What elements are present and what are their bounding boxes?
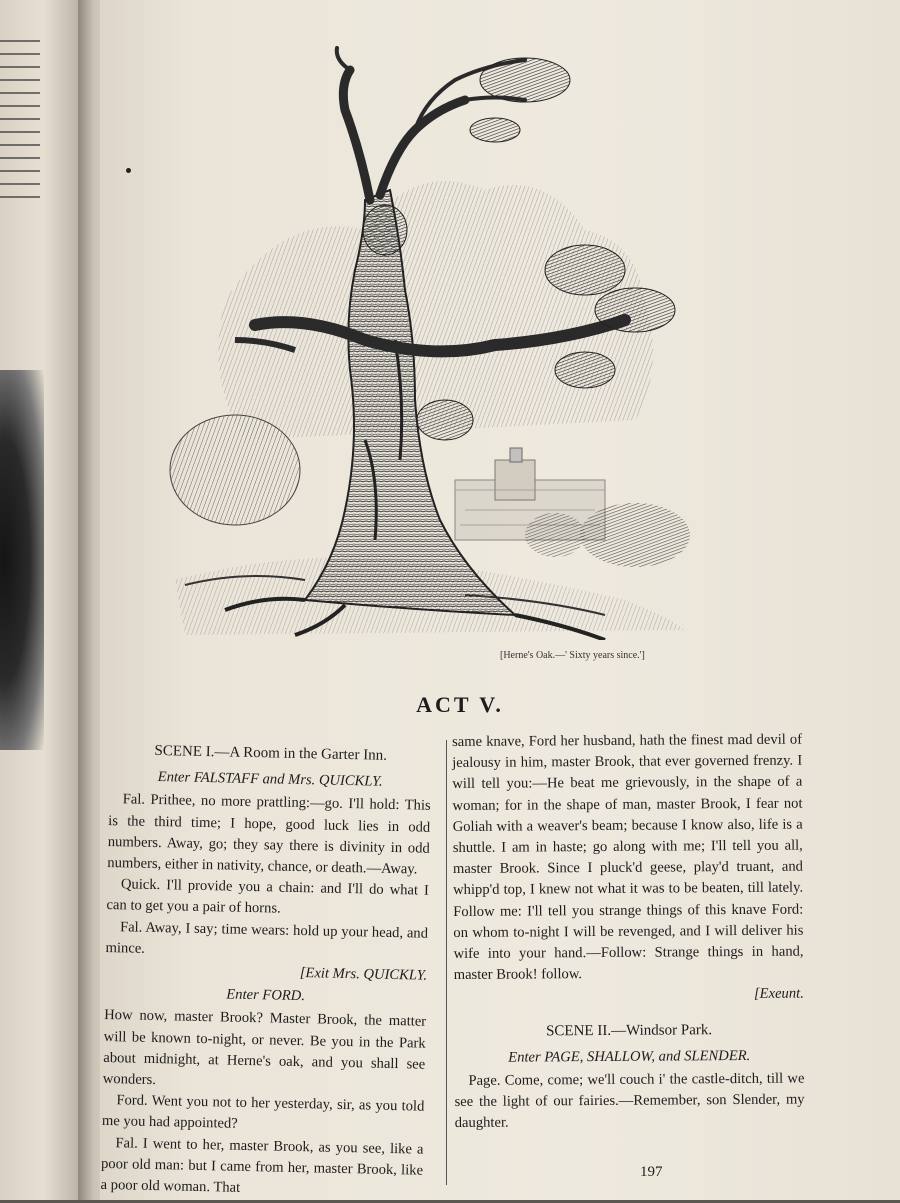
left-text-column [100,738,432,1203]
page-number: 197 [640,1164,663,1180]
facing-page-engraving-fragment [0,370,44,750]
dialogue-line: Fal. I went to her, master Brook, as you see, like a poor old man: but I came from her, master Brook, like a poor old woman. That [100,1134,424,1196]
facing-page [0,0,78,1200]
scene-heading: SCENE II.—Windsor Park. [546,1021,713,1039]
dialogue-line: Ford. Went you not to her yesterday, sir, as you told me you had appointed? [101,1092,425,1133]
dialogue-line: Page. Come, come; we'll couch i' the castle-ditch, till we see the light of our fairies.—Remember, son Slender, my daughter. [454,1070,805,1132]
exit-direction: [Exit Mrs. QUICKLY. [299,965,428,984]
right-text-column [452,730,805,1135]
dialogue-line: Quick. I'll provide you a chain: and I'll do what I can to get you a pair of horns. [106,876,430,918]
illustration-caption: [Herne's Oak.—' Sixty years since.'] [500,650,645,661]
bushes-right [580,503,690,567]
upper-dead-branch [343,70,465,200]
facing-page-text-fragment [0,40,40,200]
bushes-left [170,415,300,525]
act-heading: ACT V. [416,692,504,717]
exit-direction: [Exeunt. [753,985,804,1003]
dialogue-line: Fal. Prithee, no more prattling:—go. I'll hold: This is the third time; I hope, good luck lies in odd numbers. Away, go; they say there is divinity in odd numbers, either in nativity, chance, or death.—Away. [107,791,431,878]
dialogue-line: How now, master Brook? Master Brook, the matter will be known to-night, or never. Be you in the Park about midnight, at Herne's oak, and you shall see wonders. [102,1007,427,1089]
dialogue-continuation: same knave, Ford her husband, hath the finest mad devil of jealousy in him, master Brook, that ever governed frenzy. I will tell you:—He beat me grievously, in the shape of a woman; for in the shape of man, master Brook, I fear not Goliah with a weaver's beam; because I know also, life is a shuttle. I am in haste; go along with me; I'll tell you all, master Brook. Since I pluck'd geese, play'd truant, and whipp'd top, I knew not what it was to be beaten, till lately. Follow me: I'll tell you strange things of this knave Ford: on whom to-night I will be revenged, and I will deliver his wife into your hand.—Follow: Strange things in hand, master Brook! follow. [452,731,804,984]
dialogue-line: Fal. Away, I say; time wears: hold up your head, and mince. [105,918,429,957]
hernes-oak-engraving [165,40,695,640]
ink-spot [126,168,131,173]
stage-direction: Enter PAGE, SHALLOW, and SLENDER. [508,1047,751,1066]
scene-heading: SCENE I.—A Room in the Garter Inn. [154,742,388,764]
stage-direction: Enter FORD. [226,986,306,1005]
stage-direction: Enter FALSTAFF and Mrs. QUICKLY. [157,769,383,790]
column-divider [446,740,447,1185]
